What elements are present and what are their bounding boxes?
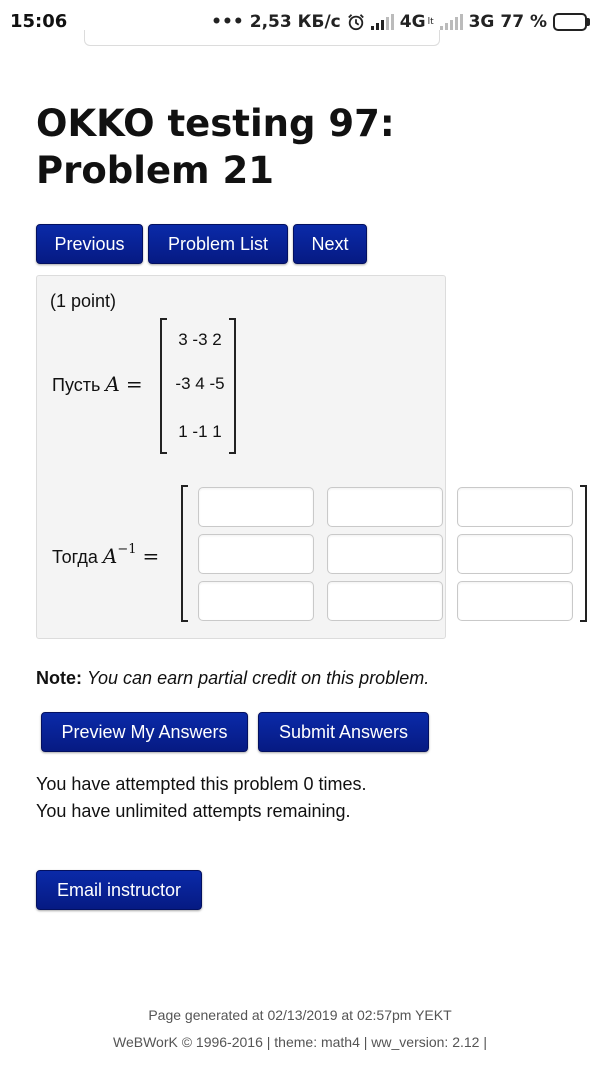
preview-answers-button[interactable]: Preview My Answers [41,712,248,752]
problem-box [36,275,446,639]
matrix-row-3: 1 -1 1 [178,422,222,441]
footer-generated: Page generated at 02/13/2019 at 02:57pm YEKT [148,1007,452,1023]
attempts-remaining: You have unlimited attempts remaining. [36,801,351,821]
answer-input-r1c3[interactable] [457,487,573,527]
header-box-edge [84,30,440,46]
inverse-exponent: −1 [117,542,137,557]
matrix-row-2: -3 4 -5 [175,374,225,393]
battery-percent: 77 % [500,12,547,32]
problem-list-button[interactable]: Problem List [148,224,288,264]
equals-sign-2: = [142,544,160,568]
battery-icon [553,13,590,31]
more-dots-icon: ••• [211,12,244,32]
let-label: Пусть A = [52,372,143,396]
answer-input-r3c2[interactable] [327,581,443,621]
next-button[interactable]: Next [293,224,367,264]
status-time: 15:06 [10,11,68,32]
answer-input-r2c2[interactable] [327,534,443,574]
email-instructor-button[interactable]: Email instructor [36,870,202,910]
network-type-3g: 3G [468,12,495,32]
inverse-variable-a: A [102,544,118,568]
answer-input-r2c3[interactable] [457,534,573,574]
previous-button[interactable]: Previous [36,224,143,264]
answer-input-r3c1[interactable] [198,581,314,621]
network-type-lte: lt [427,17,434,27]
partial-credit-note: Note: You can earn partial credit on this problem. [36,668,430,688]
submit-answers-button[interactable]: Submit Answers [258,712,429,752]
alarm-clock-icon [347,13,365,31]
equals-sign: = [125,372,143,396]
signal-strength-2-icon [440,14,463,30]
then-label: Тогда $A^{-1}$ = [52,542,160,568]
page-title: OKKO testing 97: Problem 21 [36,102,395,192]
attempts-count: You have attempted this problem 0 times. [36,774,367,794]
footer-version: WeBWorK © 1996-2016 | theme: math4 | ww_version: 2.12 | [112,1034,487,1050]
answer-left-bracket [181,485,188,622]
answer-input-r3c3[interactable] [457,581,573,621]
network-speed: 2,53 КБ/с [249,12,341,32]
network-type-4g: 4G [399,12,426,32]
answer-right-bracket [580,485,587,622]
signal-strength-icon [371,14,394,30]
answer-input-r1c2[interactable] [327,487,443,527]
answer-input-r2c1[interactable] [198,534,314,574]
problem-points: (1 point) [50,291,117,311]
matrix-row-1: 3 -3 2 [178,330,222,349]
answer-input-r1c1[interactable] [198,487,314,527]
matrix-variable-a: A [105,372,120,396]
